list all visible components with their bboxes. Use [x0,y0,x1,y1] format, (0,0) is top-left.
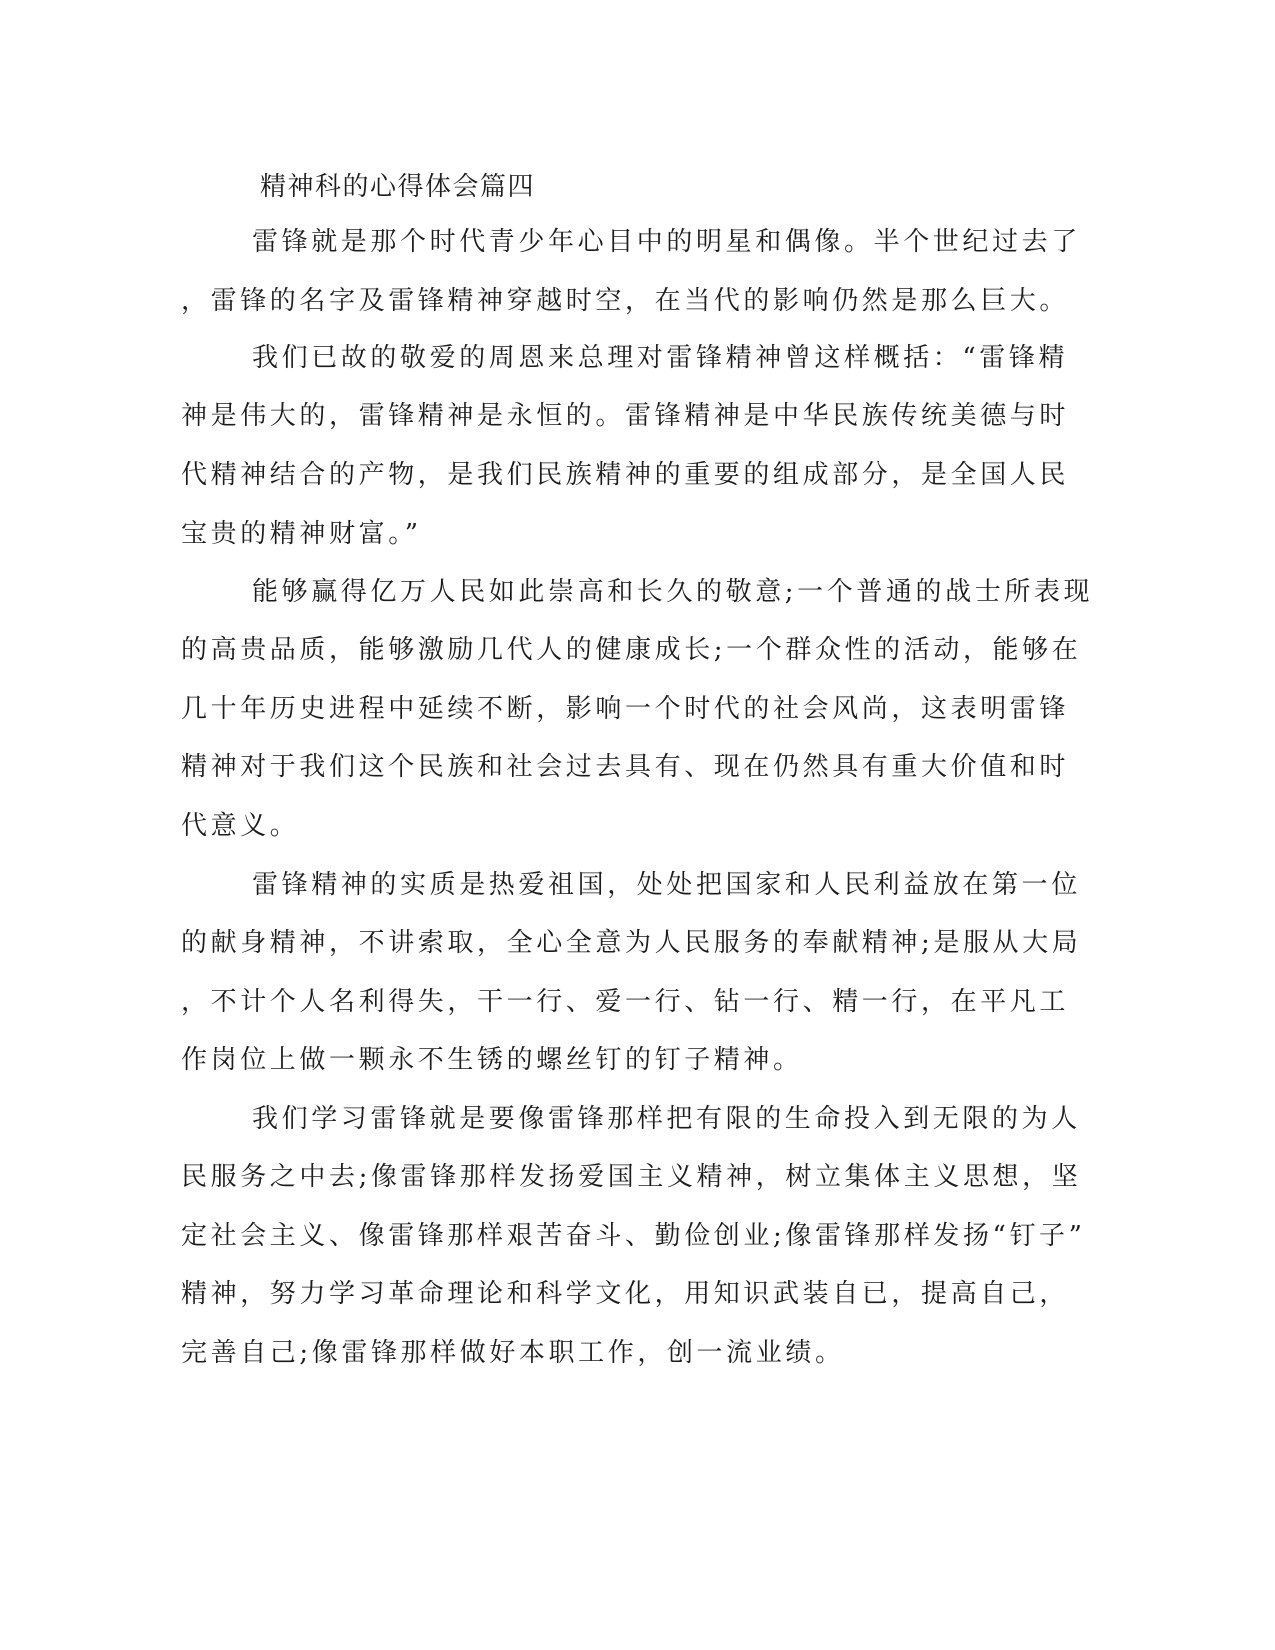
paragraph-line: 雷锋精神的实质是热爱祖国，处处把国家和人民利益放在第一位 [252,870,1081,900]
paragraph-line: 的高贵品质，能够激励几代人的健康成长;一个群众性的活动，能够在 [181,635,1082,665]
paragraph-line: 代精神结合的产物，是我们民族精神的重要的组成部分，是全国人民 [181,460,1070,490]
paragraph-line: ，雷锋的名字及雷锋精神穿越时空，在当代的影响仍然是那么巨大。 [181,286,1070,316]
paragraph-line: 雷锋就是那个时代青少年心目中的明星和偶像。半个世纪过去了 [252,227,1081,257]
paragraph-line: 完善自己;像雷锋那样做好本职工作，创一流业绩。 [181,1338,845,1368]
paragraph-line: 代意义。 [181,811,300,841]
paragraph-line: 的献身精神，不讲索取，全心全意为人民服务的奉献精神;是服从大局 [181,928,1082,958]
paragraph-line: 定社会主义、像雷锋那样艰苦奋斗、勤俭创业;像雷锋那样发扬“钉子” [181,1221,1086,1251]
paragraph-line: 精神，努力学习革命理论和科学文化，用知识武装自已，提高自己， [181,1279,1070,1309]
paragraph-line: ，不计个人名利得失，干一行、爱一行、钻一行、精一行，在平凡工 [181,987,1070,1017]
paragraph-line: 宝贵的精神财富。” [181,519,422,549]
document-title: 精神科的心得体会篇四 [260,172,536,202]
paragraph-line: 几十年历史进程中延续不断，影响一个时代的社会风尚，这表明雷锋 [181,694,1070,724]
paragraph-line: 能够赢得亿万人民如此崇高和长久的敬意;一个普通的战士所表现 [252,577,1094,607]
paragraph-line: 我们学习雷锋就是要像雷锋那样把有限的生命投入到无限的为人 [252,1104,1081,1134]
paragraph-line: 我们已故的敬爱的周恩来总理对雷锋精神曾这样概括：“雷锋精 [252,343,1069,373]
paragraph-line: 精神对于我们这个民族和社会过去具有、现在仍然具有重大价值和时 [181,752,1070,782]
paragraph-line: 神是伟大的，雷锋精神是永恒的。雷锋精神是中华民族传统美德与时 [181,401,1070,431]
paragraph-line: 民服务之中去;像雷锋那样发扬爱国主义精神，树立集体主义思想，坚 [181,1162,1082,1192]
paragraph-line: 作岗位上做一颗永不生锈的螺丝钉的钉子精神。 [181,1045,803,1075]
